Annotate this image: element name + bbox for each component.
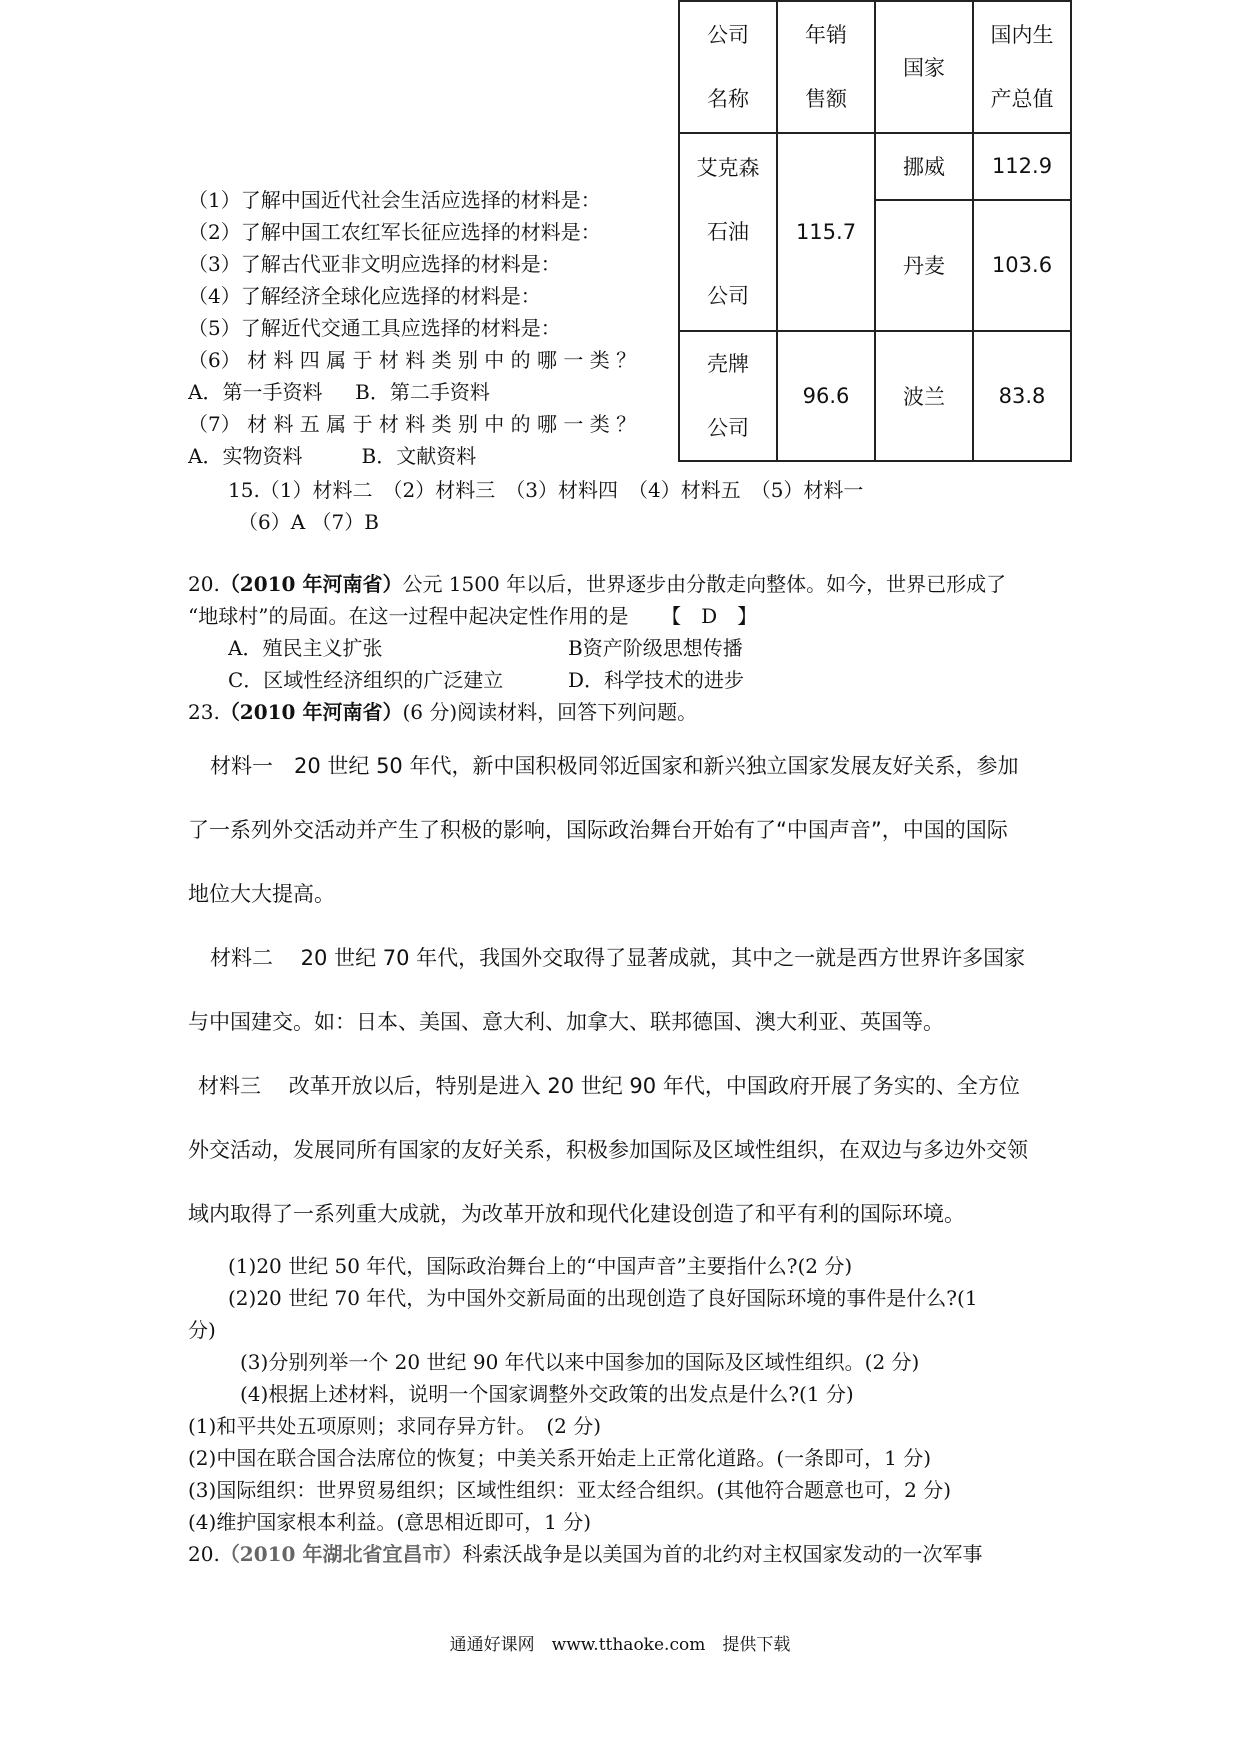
table-header-sales: 年销 售额	[777, 1, 875, 133]
table-cell-sales: 115.7	[777, 133, 875, 331]
table-cell-sales: 96.6	[777, 331, 875, 461]
table-cell-company: 艾克森 石油 公司	[679, 133, 777, 331]
question-number: 20.	[188, 572, 220, 596]
q15-item: （6） 材 料 四 属 于 材 料 类 别 中 的 哪 一 类 ？	[188, 348, 637, 372]
q15-item: （3）了解古代亚非文明应选择的材料是：	[188, 252, 561, 276]
option-b: B资产阶级思想传播	[568, 636, 743, 660]
material-3-line: 材料三 改革开放以后，特别是进入 20 世纪 90 年代，中国政府开展了务实的、全方位	[198, 1074, 1020, 1098]
option-c: C．区域性经济组织的广泛建立	[228, 668, 504, 692]
q15-option: A．实物资料 B．文献资料	[188, 444, 477, 468]
sales-gdp-table	[678, 0, 1072, 462]
material-2-line: 材料二 20 世纪 70 年代，我国外交取得了显著成就，其中之一就是西方世界许多国家	[210, 946, 1026, 970]
q15-item: （2）了解中国工农红军长征应选择的材料是：	[188, 220, 601, 244]
question-number: 23.	[188, 700, 220, 724]
question-source: （2010 年湖北省宜昌市）	[219, 1542, 463, 1566]
table-cell-company: 壳牌 公司	[679, 331, 777, 461]
q20-henan-stem: 20.（2010 年河南省）公元 1500 年以后，世界逐步由分散走向整体。如今，世界已形成了	[188, 572, 1007, 596]
table-cell-gdp: 103.6	[973, 200, 1071, 331]
q15-item: （1）了解中国近代社会生活应选择的材料是：	[188, 188, 601, 212]
material-2-line: 与中国建交。如：日本、美国、意大利、加拿大、联邦德国、澳大利亚、英国等。	[188, 1010, 944, 1034]
q23-question: (1)20 世纪 50 年代，国际政治舞台上的“中国声音”主要指什么?(2 分)	[228, 1254, 853, 1278]
material-1-line: 材料一 20 世纪 50 年代，新中国积极同邻近国家和新兴独立国家发展友好关系，参加	[210, 754, 1019, 778]
q15-answer: （6）A （7）B	[238, 510, 379, 534]
q23-answer: (4)维护国家根本利益。(意思相近即可，1 分)	[188, 1510, 592, 1534]
q15-item: （5）了解近代交通工具应选择的材料是：	[188, 316, 561, 340]
table-cell-country: 波兰	[875, 331, 973, 461]
material-3-line: 域内取得了一系列重大成就，为改革开放和现代化建设创造了和平有利的国际环境。	[188, 1202, 965, 1226]
table-cell-country: 挪威	[875, 133, 973, 200]
q23-question: (3)分别列举一个 20 世纪 90 年代以来中国参加的国际及区域性组织。(2 分)	[240, 1350, 920, 1374]
q15-answer: 15.（1）材料二 （2）材料三 （3）材料四 （4）材料五 （5）材料一	[228, 478, 864, 502]
q23-answer: (2)中国在联合国合法席位的恢复；中美关系开始走上正常化道路。(一条即可，1 分)	[188, 1446, 932, 1470]
table-cell-gdp: 83.8	[973, 331, 1071, 461]
material-3-line: 外交活动，发展同所有国家的友好关系，积极参加国际及区域性组织，在双边与多边外交领	[188, 1138, 1028, 1162]
q23-answer: (1)和平共处五项原则；求同存异方针。 (2 分)	[188, 1414, 602, 1438]
q15-option: A．第一手资料 B．第二手资料	[188, 380, 490, 404]
q23-question: (4)根据上述材料，说明一个国家调整外交政策的出发点是什么?(1 分)	[240, 1382, 854, 1406]
question-number: 20.	[188, 1542, 220, 1566]
table-cell-country: 丹麦	[875, 200, 973, 331]
question-source: （2010 年河南省）	[219, 700, 403, 724]
option-d: D．科学技术的进步	[568, 668, 745, 692]
q23-answer: (3)国际组织：世界贸易组织；区域性组织：亚太经合组织。(其他符合题意也可，2 分)	[188, 1478, 952, 1502]
q23-stem: 23.（2010 年河南省）(6 分)阅读材料，回答下列问题。	[188, 700, 698, 724]
q15-item: （4）了解经济全球化应选择的材料是：	[188, 284, 541, 308]
page-footer: 通通好课网 www.tthaoke.com 提供下载	[449, 1635, 791, 1655]
material-1-line: 了一系列外交活动并产生了积极的影响，国际政治舞台开始有了“中国声音”，中国的国际	[188, 818, 1008, 842]
q20-yichang-stem: 20.（2010 年湖北省宜昌市）科索沃战争是以美国为首的北约对主权国家发动的一次军事	[188, 1542, 983, 1566]
table-cell-gdp: 112.9	[973, 133, 1071, 200]
option-a: A．殖民主义扩张	[228, 636, 383, 660]
q15-item: （7） 材 料 五 属 于 材 料 类 别 中 的 哪 一 类 ？	[188, 412, 637, 436]
q20-henan-stem-2: “地球村”的局面。在这一过程中起决定性作用的是 【 D 】	[188, 604, 758, 628]
table-header-company: 公司 名称	[679, 1, 777, 133]
q23-question: (2)20 世纪 70 年代，为中国外交新局面的出现创造了良好国际环境的事件是什么?(1	[228, 1286, 978, 1310]
q23-question: 分)	[188, 1318, 216, 1342]
table-header-country: 国家	[875, 1, 973, 133]
table-header-gdp: 国内生 产总值	[973, 1, 1071, 133]
material-1-line: 地位大大提高。	[188, 882, 335, 906]
question-source: （2010 年河南省）	[219, 572, 403, 596]
